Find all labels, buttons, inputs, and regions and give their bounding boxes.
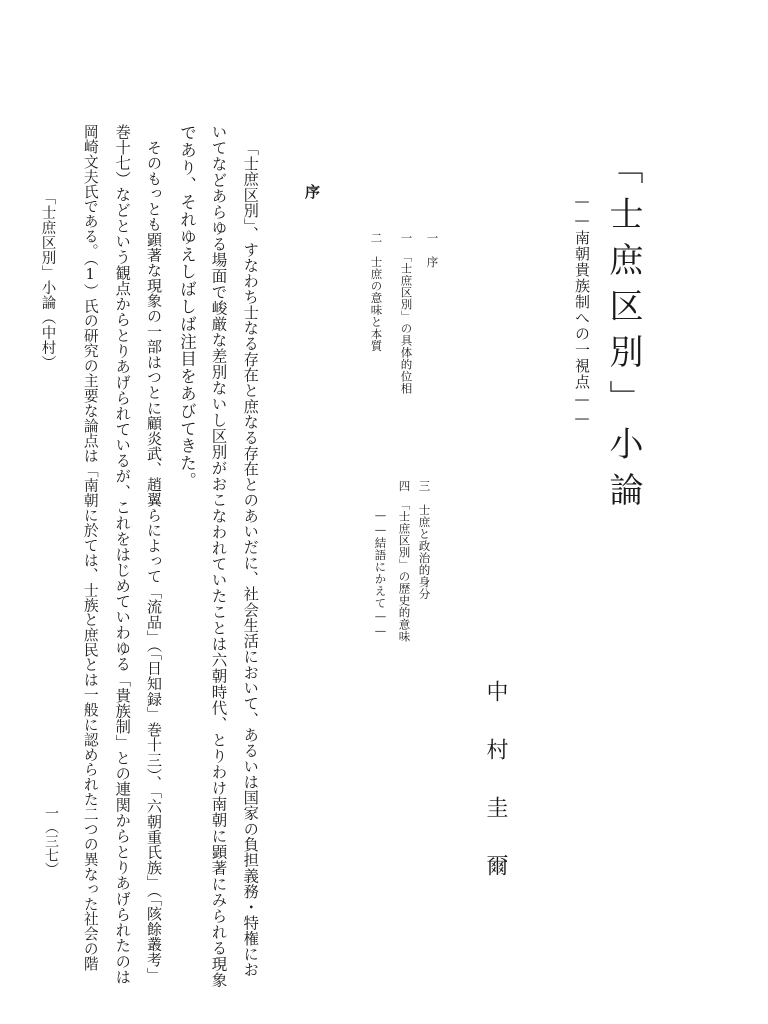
toc-item-number: 四 <box>397 480 412 492</box>
toc-item <box>398 480 410 642</box>
toc-item-label: 士庶と政治的身分 <box>417 504 432 600</box>
toc-item-label: 士庶の意味と本質 <box>369 256 384 352</box>
page-number: 一（三七） <box>43 806 59 876</box>
toc-item-label: ——結語にかえて—— <box>373 508 388 638</box>
toc-item-label: 「士庶区別」の具体的位相 <box>399 256 414 395</box>
toc-item-number: 三 <box>417 480 432 492</box>
author-name: 中村圭爾 <box>483 680 508 912</box>
section-heading: 序 <box>303 184 321 199</box>
toc-item-label: 序 <box>425 256 440 268</box>
article-subtitle: ——南朝貴族制への一視点—— <box>573 192 591 428</box>
body-line: 岡崎文夫氏である。（1）氏の研究の主要な論点は「南朝に於ては、士族と庶民とは一般に認められた二つの異なった社会の階 <box>81 124 99 972</box>
body-line: 「士庶区別」、すなわち士なる存在と庶なる存在とのあいだに、社会生活において、あるいは国家の負担義務・特権にお <box>241 140 260 978</box>
toc-item <box>374 508 386 638</box>
toc-item <box>370 232 382 352</box>
article-title: 「士庶区別」小論 <box>603 150 643 518</box>
toc-item-number: 一 <box>425 232 440 244</box>
toc-item <box>418 480 430 600</box>
toc-item <box>426 232 438 268</box>
body-line: 巻十七）などという観点からとりあげられているが、これをはじめていわゆる「貴族制」との連関からとりあげられたのは <box>113 124 132 985</box>
body-line: いてなどあらゆる場面で峻厳な差別ないし区別がおこなわれていたことは六朝時代、とりわけ南朝に顕著にみられる現象 <box>209 124 228 988</box>
toc-item-number: 二 <box>369 232 384 244</box>
table-of-contents <box>366 232 440 652</box>
toc-item-label: 「士庶区別」の歴史的意味 <box>397 504 412 643</box>
running-head: 「士庶区別」小論（中村） <box>39 190 56 370</box>
body-line: そのもっとも顕著な現象の一部はつとに顧炎武、趙翼らによって「流品」（「日知録」巻十三）、「六朝重氏族」（「陔餘叢考」 <box>145 140 163 983</box>
toc-item-number: 一 <box>399 232 414 244</box>
body-line: であり、それゆえしばしば注目をあびてきた。 <box>177 124 197 490</box>
toc-item <box>400 232 412 394</box>
